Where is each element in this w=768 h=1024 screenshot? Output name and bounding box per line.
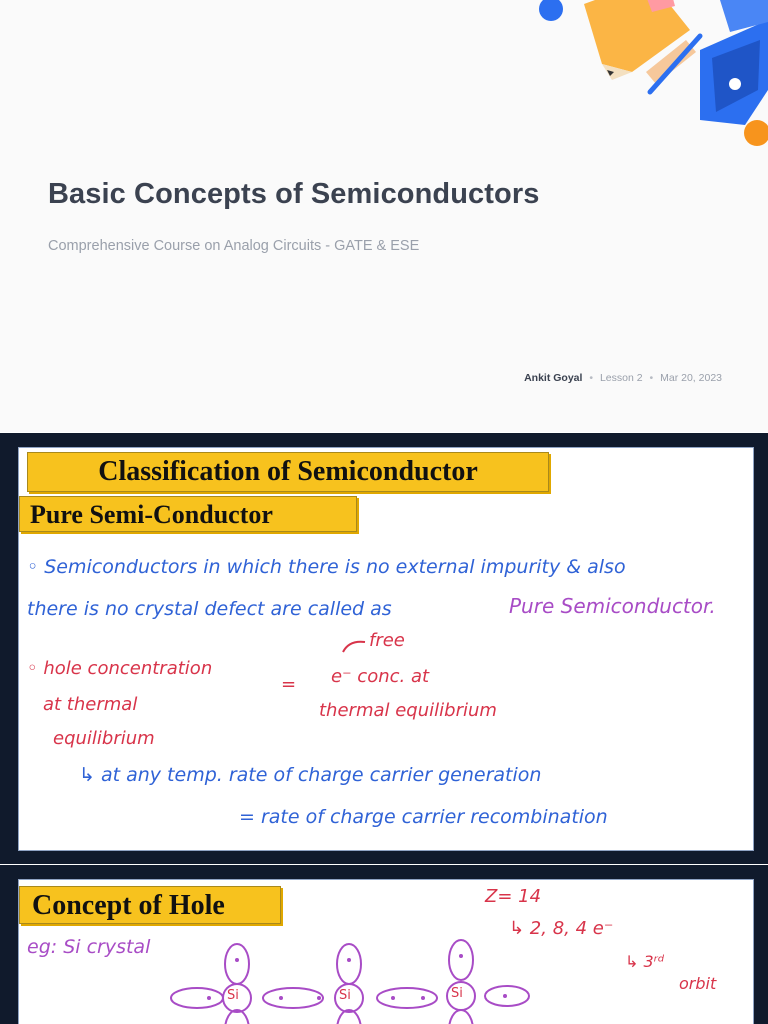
lesson-date: Mar 20, 2023: [660, 372, 722, 384]
author-name: Ankit Goyal: [524, 372, 583, 384]
atomic-number: Z= 14: [485, 886, 542, 907]
slide-heading: Classification of Semiconductor: [27, 452, 549, 492]
si-atom-3: Si: [451, 986, 463, 1001]
lesson-number: Lesson 2: [599, 372, 643, 384]
si-atom-1: Si: [227, 988, 239, 1003]
equals-sign: =: [281, 674, 297, 695]
pencil-pen-decoration-icon: [0, 0, 768, 432]
slide-frame-1: [0, 433, 768, 864]
orbit-label-2: orbit: [679, 974, 717, 993]
rate-line-1: ↳ at any temp. rate of charge carrier generation: [79, 764, 542, 786]
slide-subheading: Pure Semi-Conductor: [19, 496, 357, 532]
lesson-meta: [524, 372, 722, 384]
slide-classification: [18, 447, 754, 851]
si-atom-2: Si: [339, 988, 351, 1003]
free-annotation: free: [369, 630, 405, 651]
rate-line-2: = rate of charge carrier recombination: [239, 806, 608, 828]
si-crystal-lattice-icon: [19, 880, 753, 1024]
title-card: [0, 0, 768, 432]
slide-frame-2: [0, 865, 768, 1024]
electron-config: ↳ 2, 8, 4 e⁻: [509, 918, 614, 939]
hole-conc-line-1: ◦ hole concentration: [27, 658, 213, 679]
definition-line-2: there is no crystal defect are called as: [27, 598, 392, 620]
meta-separator: •: [649, 372, 654, 384]
hole-conc-line-2: at thermal: [43, 694, 138, 715]
course-subtitle: Comprehensive Course on Analog Circuits - GATE & ESE: [48, 238, 420, 254]
meta-separator: •: [589, 372, 594, 384]
slide-heading: Concept of Hole: [19, 886, 281, 924]
example-label: eg: Si crystal: [27, 936, 151, 958]
thermal-eq-line: thermal equilibrium: [319, 700, 497, 721]
definition-term: Pure Semiconductor.: [509, 594, 716, 618]
slide-hole-concept: [18, 879, 754, 1024]
definition-line-1: ◦ Semiconductors in which there is no external impurity & also: [27, 556, 626, 578]
orbit-label: ↳ 3ʳᵈ: [625, 952, 665, 971]
lesson-title: Basic Concepts of Semiconductors: [48, 178, 540, 210]
free-arrow-icon: [19, 448, 753, 850]
hole-conc-line-3: equilibrium: [53, 728, 155, 749]
electron-conc-line: e⁻ conc. at: [331, 666, 430, 687]
